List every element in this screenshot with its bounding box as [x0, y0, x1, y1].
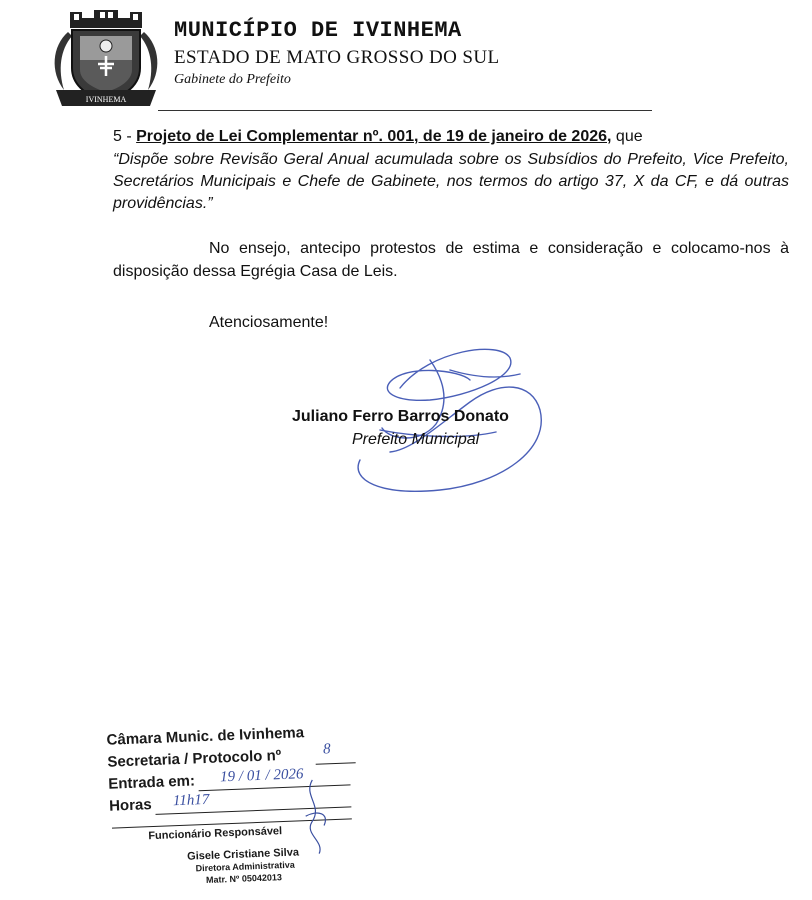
entry-date: 19 / 01 / 2026 — [219, 766, 304, 786]
protocol-label: Secretaria / Protocolo nº — [107, 747, 282, 771]
protocol-number: 8 — [322, 741, 331, 758]
bill-description: “Dispõe sobre Revisão Geral Anual acumulada sobre os Subsídios do Prefeito, Vice Prefeito, Secretários Municipais e Chefe de Gabinete, nos termos do artigo 37, X da CF, e dá outras providências.” — [113, 151, 789, 212]
municipality-title: MUNICÍPIO DE IVINHEMA — [174, 18, 462, 43]
header-divider — [158, 110, 652, 111]
item-number: 5 - — [113, 128, 137, 145]
hours-label: Horas — [108, 796, 152, 815]
responsible-label: Funcionário Responsável — [148, 825, 283, 843]
bill-item-line — [113, 126, 789, 148]
state-name: ESTADO DE MATO GROSSO DO SUL — [174, 47, 500, 68]
official-name: Gisele Cristiane Silva — [186, 846, 300, 863]
entry-hours: 11h17 — [172, 791, 210, 810]
office-name: Gabinete do Prefeito — [174, 72, 291, 87]
stamp-title: Câmara Munic. de Ivinhema — [106, 724, 305, 749]
official-registration: Matr. Nº 05042013 — [205, 872, 283, 886]
closing-paragraph: No ensejo, antecipo protestos de estima e consideração e colocamo-nos à disposição dessa Egrégia Casa de Leis. — [113, 240, 789, 280]
signer-name: Juliano Ferro Barros Donato — [292, 408, 509, 425]
reception-stamp — [100, 714, 377, 900]
signer-role: Prefeito Municipal — [352, 431, 480, 448]
stamp-initials-scribble — [282, 774, 355, 857]
entry-label: Entrada em: — [107, 772, 196, 793]
item-suffix: que — [611, 128, 643, 145]
svg-text:IVINHEMA: IVINHEMA — [85, 95, 127, 104]
bill-title: Projeto de Lei Complementar nº. 001, de 19 de janeiro de 2026, — [136, 128, 612, 145]
coat-of-arms-icon — [48, 6, 164, 114]
regards-text: Atenciosamente! — [209, 314, 329, 331]
official-title: Diretora Administrativa — [195, 859, 295, 874]
